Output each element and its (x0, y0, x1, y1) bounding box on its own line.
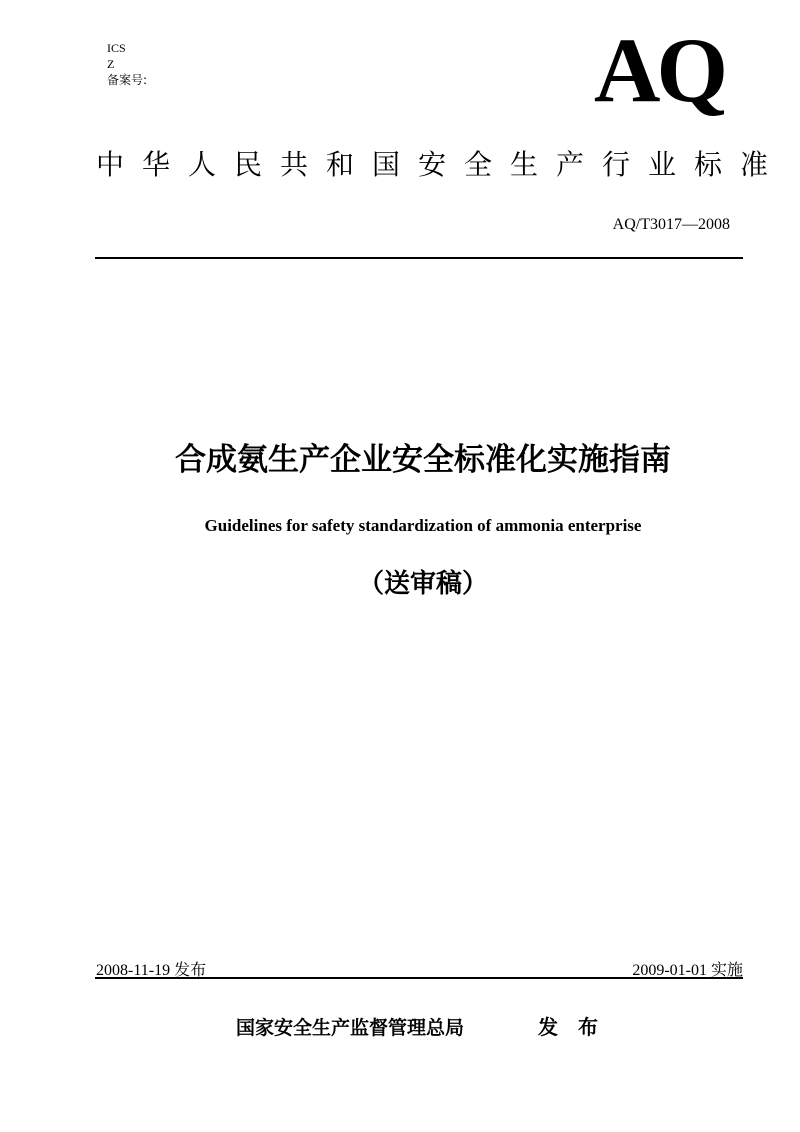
publish-date: 2008-11-19 发布 (96, 962, 207, 979)
z-label: Z (107, 57, 115, 71)
record-number-label: 备案号: (107, 73, 148, 87)
issuing-authority: 国家安全生产监督管理总局 (236, 1017, 465, 1039)
classification-block (107, 40, 147, 88)
top-divider (95, 257, 743, 259)
document-status: （送审稿） (357, 569, 488, 599)
ics-label: ICS (107, 41, 126, 55)
bottom-divider (95, 977, 743, 979)
effective-date: 2009-01-01 实施 (632, 962, 743, 979)
aq-logo: AQ (594, 19, 724, 121)
issue-label: 发布 (538, 1015, 618, 1039)
document-title-cn: 合成氨生产企业安全标准化实施指南 (175, 442, 671, 478)
document-title-en: Guidelines for safety standardization of ammonia enterprise (204, 516, 642, 535)
standard-category-title: 中华人民共和国安全生产行业标准 (96, 148, 787, 181)
standard-number: AQ/T3017—2008 (612, 216, 730, 233)
